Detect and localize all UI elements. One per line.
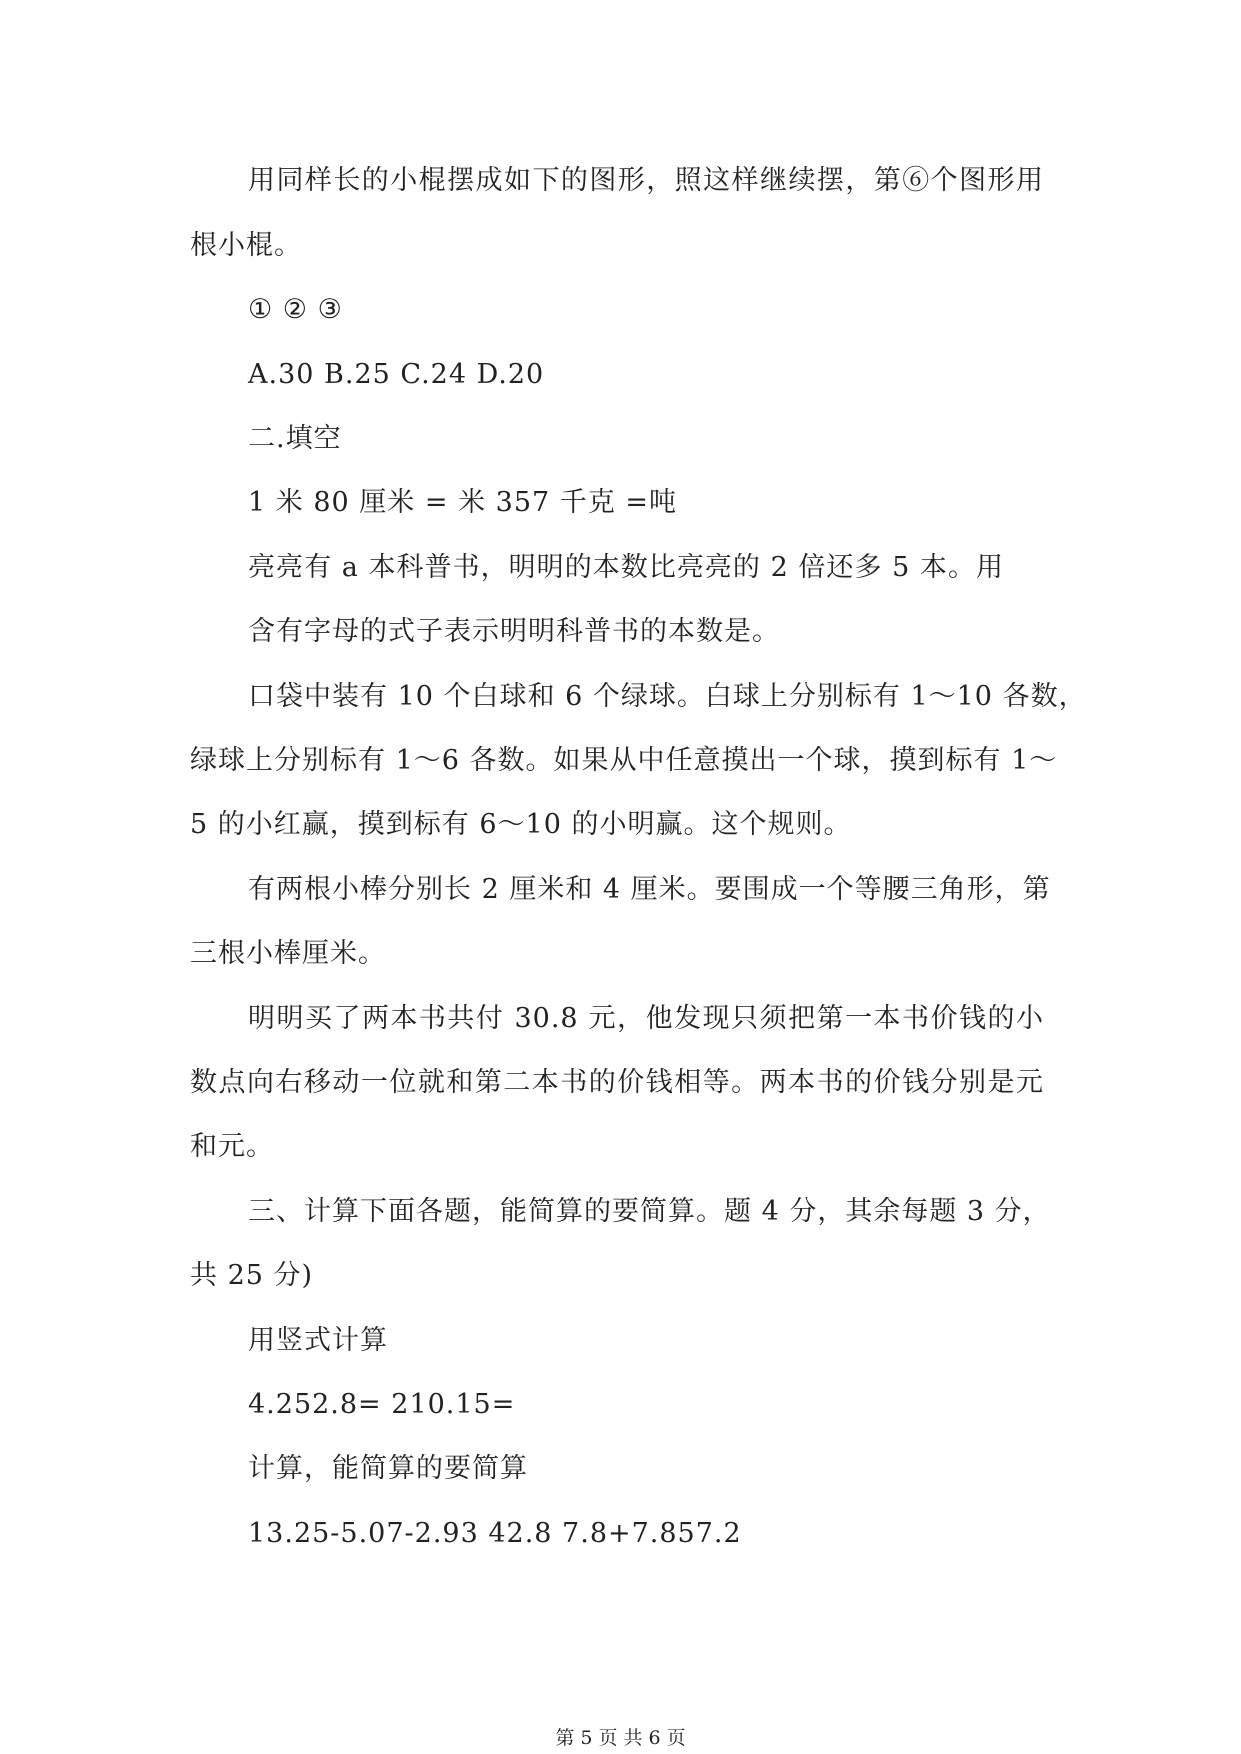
question-triangle-line2: 三根小棒厘米。 bbox=[190, 938, 386, 969]
section-heading-calculate-line2: 共 25 分) bbox=[190, 1260, 314, 1291]
section-heading-calculate-line1: 三、计算下面各题，能简算的要简算。题 4 分，其余每题 3 分， bbox=[248, 1196, 1051, 1227]
question-price-line3: 和元。 bbox=[190, 1131, 274, 1162]
figure-labels: ① ② ③ bbox=[248, 294, 343, 325]
question-triangle-line1: 有两根小棒分别长 2 厘米和 4 厘米。要围成一个等腰三角形，第 bbox=[248, 874, 1051, 905]
section-heading-fill-blank: 二.填空 bbox=[248, 423, 342, 454]
subheading-vertical-calculation: 用竖式计算 bbox=[248, 1325, 388, 1356]
answer-options: A.30 B.25 C.24 D.20 bbox=[248, 359, 545, 390]
question-books-line2: 含有字母的式子表示明明科普书的本数是。 bbox=[248, 616, 780, 647]
question-books-line1: 亮亮有 a 本科普书，明明的本数比亮亮的 2 倍还多 5 本。用 bbox=[248, 552, 1004, 583]
question-price-line2: 数点向右移动一位就和第二本书的价钱相等。两本书的价钱分别是元 bbox=[190, 1067, 1044, 1098]
unit-conversion-line: 1 米 80 厘米 = 米 357 千克 =吨 bbox=[248, 487, 677, 518]
question-balls-line3: 5 的小红赢，摸到标有 6～10 的小明赢。这个规则。 bbox=[190, 809, 852, 840]
question-price-line1: 明明买了两本书共付 30.8 元，他发现只须把第一本书价钱的小 bbox=[248, 1003, 1044, 1034]
question-sticks-line1: 用同样长的小棍摆成如下的图形，照这样继续摆，第⑥个图形用 bbox=[248, 165, 1044, 196]
page-number-footer: 第 5 页 共 6 页 bbox=[555, 1727, 686, 1749]
vertical-calculation-problems: 4.252.8= 210.15= bbox=[248, 1389, 516, 1420]
question-balls-line1: 口袋中装有 10 个白球和 6 个绿球。白球上分别标有 1～10 各数， bbox=[248, 681, 1087, 712]
question-balls-line2: 绿球上分别标有 1～6 各数。如果从中任意摸出一个球，摸到标有 1～ bbox=[190, 745, 1058, 776]
simplify-calculation-problems: 13.25-5.07-2.93 42.8 7.8+7.857.2 bbox=[248, 1518, 742, 1549]
question-sticks-line2: 根小棍。 bbox=[190, 230, 302, 261]
subheading-simplify-calculation: 计算，能简算的要简算 bbox=[248, 1453, 528, 1484]
